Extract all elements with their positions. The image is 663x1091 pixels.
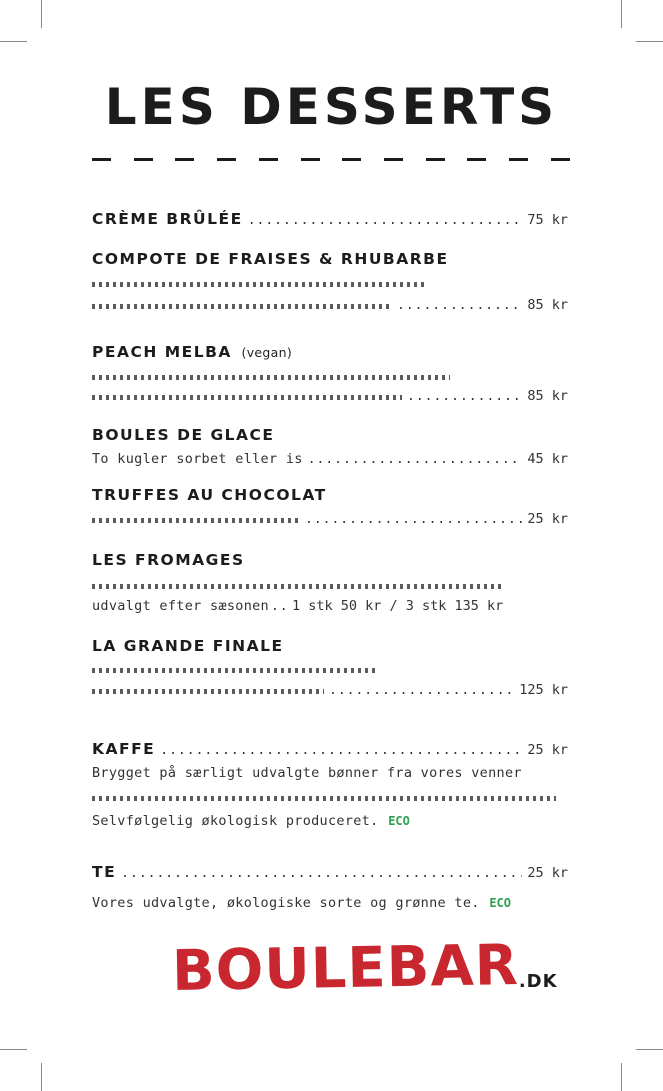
crop-mark xyxy=(0,1049,27,1050)
item-price: 25 kr xyxy=(527,511,568,527)
item-name: LES FROMAGES xyxy=(92,551,245,569)
item-name: PEACH MELBA xyxy=(92,343,232,361)
dot-leader xyxy=(305,512,522,527)
menu-item xyxy=(92,451,568,467)
menu-item xyxy=(92,682,568,698)
item-price: 85 kr xyxy=(527,388,568,404)
boulebar-logo xyxy=(171,932,558,1005)
vegan-tag: (vegan) xyxy=(241,345,292,360)
dot-leader xyxy=(397,298,522,313)
eco-label: ECO xyxy=(489,896,512,910)
logo-domain: .DK xyxy=(518,971,558,992)
item-description xyxy=(92,518,300,523)
item-price: 85 kr xyxy=(527,297,568,313)
item-description-text: Vores udvalgte, økologiske sorte og grønne te. xyxy=(92,895,480,911)
item-price: 75 kr xyxy=(527,212,568,228)
menu-item xyxy=(92,210,568,228)
logo-brand: BOULEBAR xyxy=(171,932,520,1005)
crop-mark xyxy=(636,1049,663,1050)
dot-leader xyxy=(248,213,523,228)
item-description xyxy=(92,668,377,673)
item-description xyxy=(92,796,556,801)
menu-item-kaffe xyxy=(92,740,568,758)
item-name: LA GRANDE FINALE xyxy=(92,637,284,655)
dot-leader xyxy=(160,743,522,758)
item-name: TRUFFES AU CHOCOLAT xyxy=(92,486,327,504)
item-description xyxy=(92,395,402,400)
item-price: 1 stk 50 kr / 3 stk 135 kr xyxy=(291,598,504,614)
menu-item xyxy=(92,388,568,404)
crop-mark xyxy=(621,0,622,28)
menu-title: LES DESSERTS xyxy=(104,78,559,136)
menu-item xyxy=(92,297,568,313)
item-description: To kugler sorbet eller is xyxy=(92,451,303,467)
crop-mark xyxy=(41,0,42,28)
item-price: 25 kr xyxy=(527,865,568,881)
eco-label: ECO xyxy=(388,814,410,828)
menu-item xyxy=(92,342,292,361)
crop-mark xyxy=(621,1063,622,1091)
crop-mark xyxy=(0,41,27,42)
menu-item xyxy=(92,511,568,527)
crop-mark xyxy=(41,1063,42,1091)
item-description: Brygget på særligt udvalgte bønner fra vores venner xyxy=(92,765,522,781)
dot-leader xyxy=(121,866,522,881)
item-description xyxy=(92,810,410,829)
dot-leader xyxy=(329,683,514,698)
dot-leader xyxy=(308,452,523,467)
item-price: 45 kr xyxy=(527,451,568,467)
item-price: 125 kr xyxy=(519,682,568,698)
item-description xyxy=(92,689,324,694)
item-name: COMPOTE DE FRAISES & RHUBARBE xyxy=(92,250,449,268)
item-description xyxy=(92,304,392,309)
item-description xyxy=(92,375,450,380)
item-price: 25 kr xyxy=(527,742,568,758)
item-description: udvalgt efter sæsonen xyxy=(92,598,269,614)
title-divider xyxy=(92,158,570,161)
item-name: BOULES DE GLACE xyxy=(92,426,275,444)
menu-item-te xyxy=(92,863,568,881)
item-description xyxy=(92,892,511,911)
item-description-text: Selvfølgelig økologisk produceret. xyxy=(92,813,379,829)
item-name: CRÈME BRÛLÉE xyxy=(92,210,243,228)
dot-leader xyxy=(271,599,289,614)
item-description xyxy=(92,584,502,589)
crop-mark xyxy=(636,41,663,42)
item-name: KAFFE xyxy=(92,740,156,758)
item-description xyxy=(92,282,425,287)
dot-leader xyxy=(407,389,522,404)
menu-item xyxy=(92,598,568,614)
item-name: TE xyxy=(92,863,117,881)
